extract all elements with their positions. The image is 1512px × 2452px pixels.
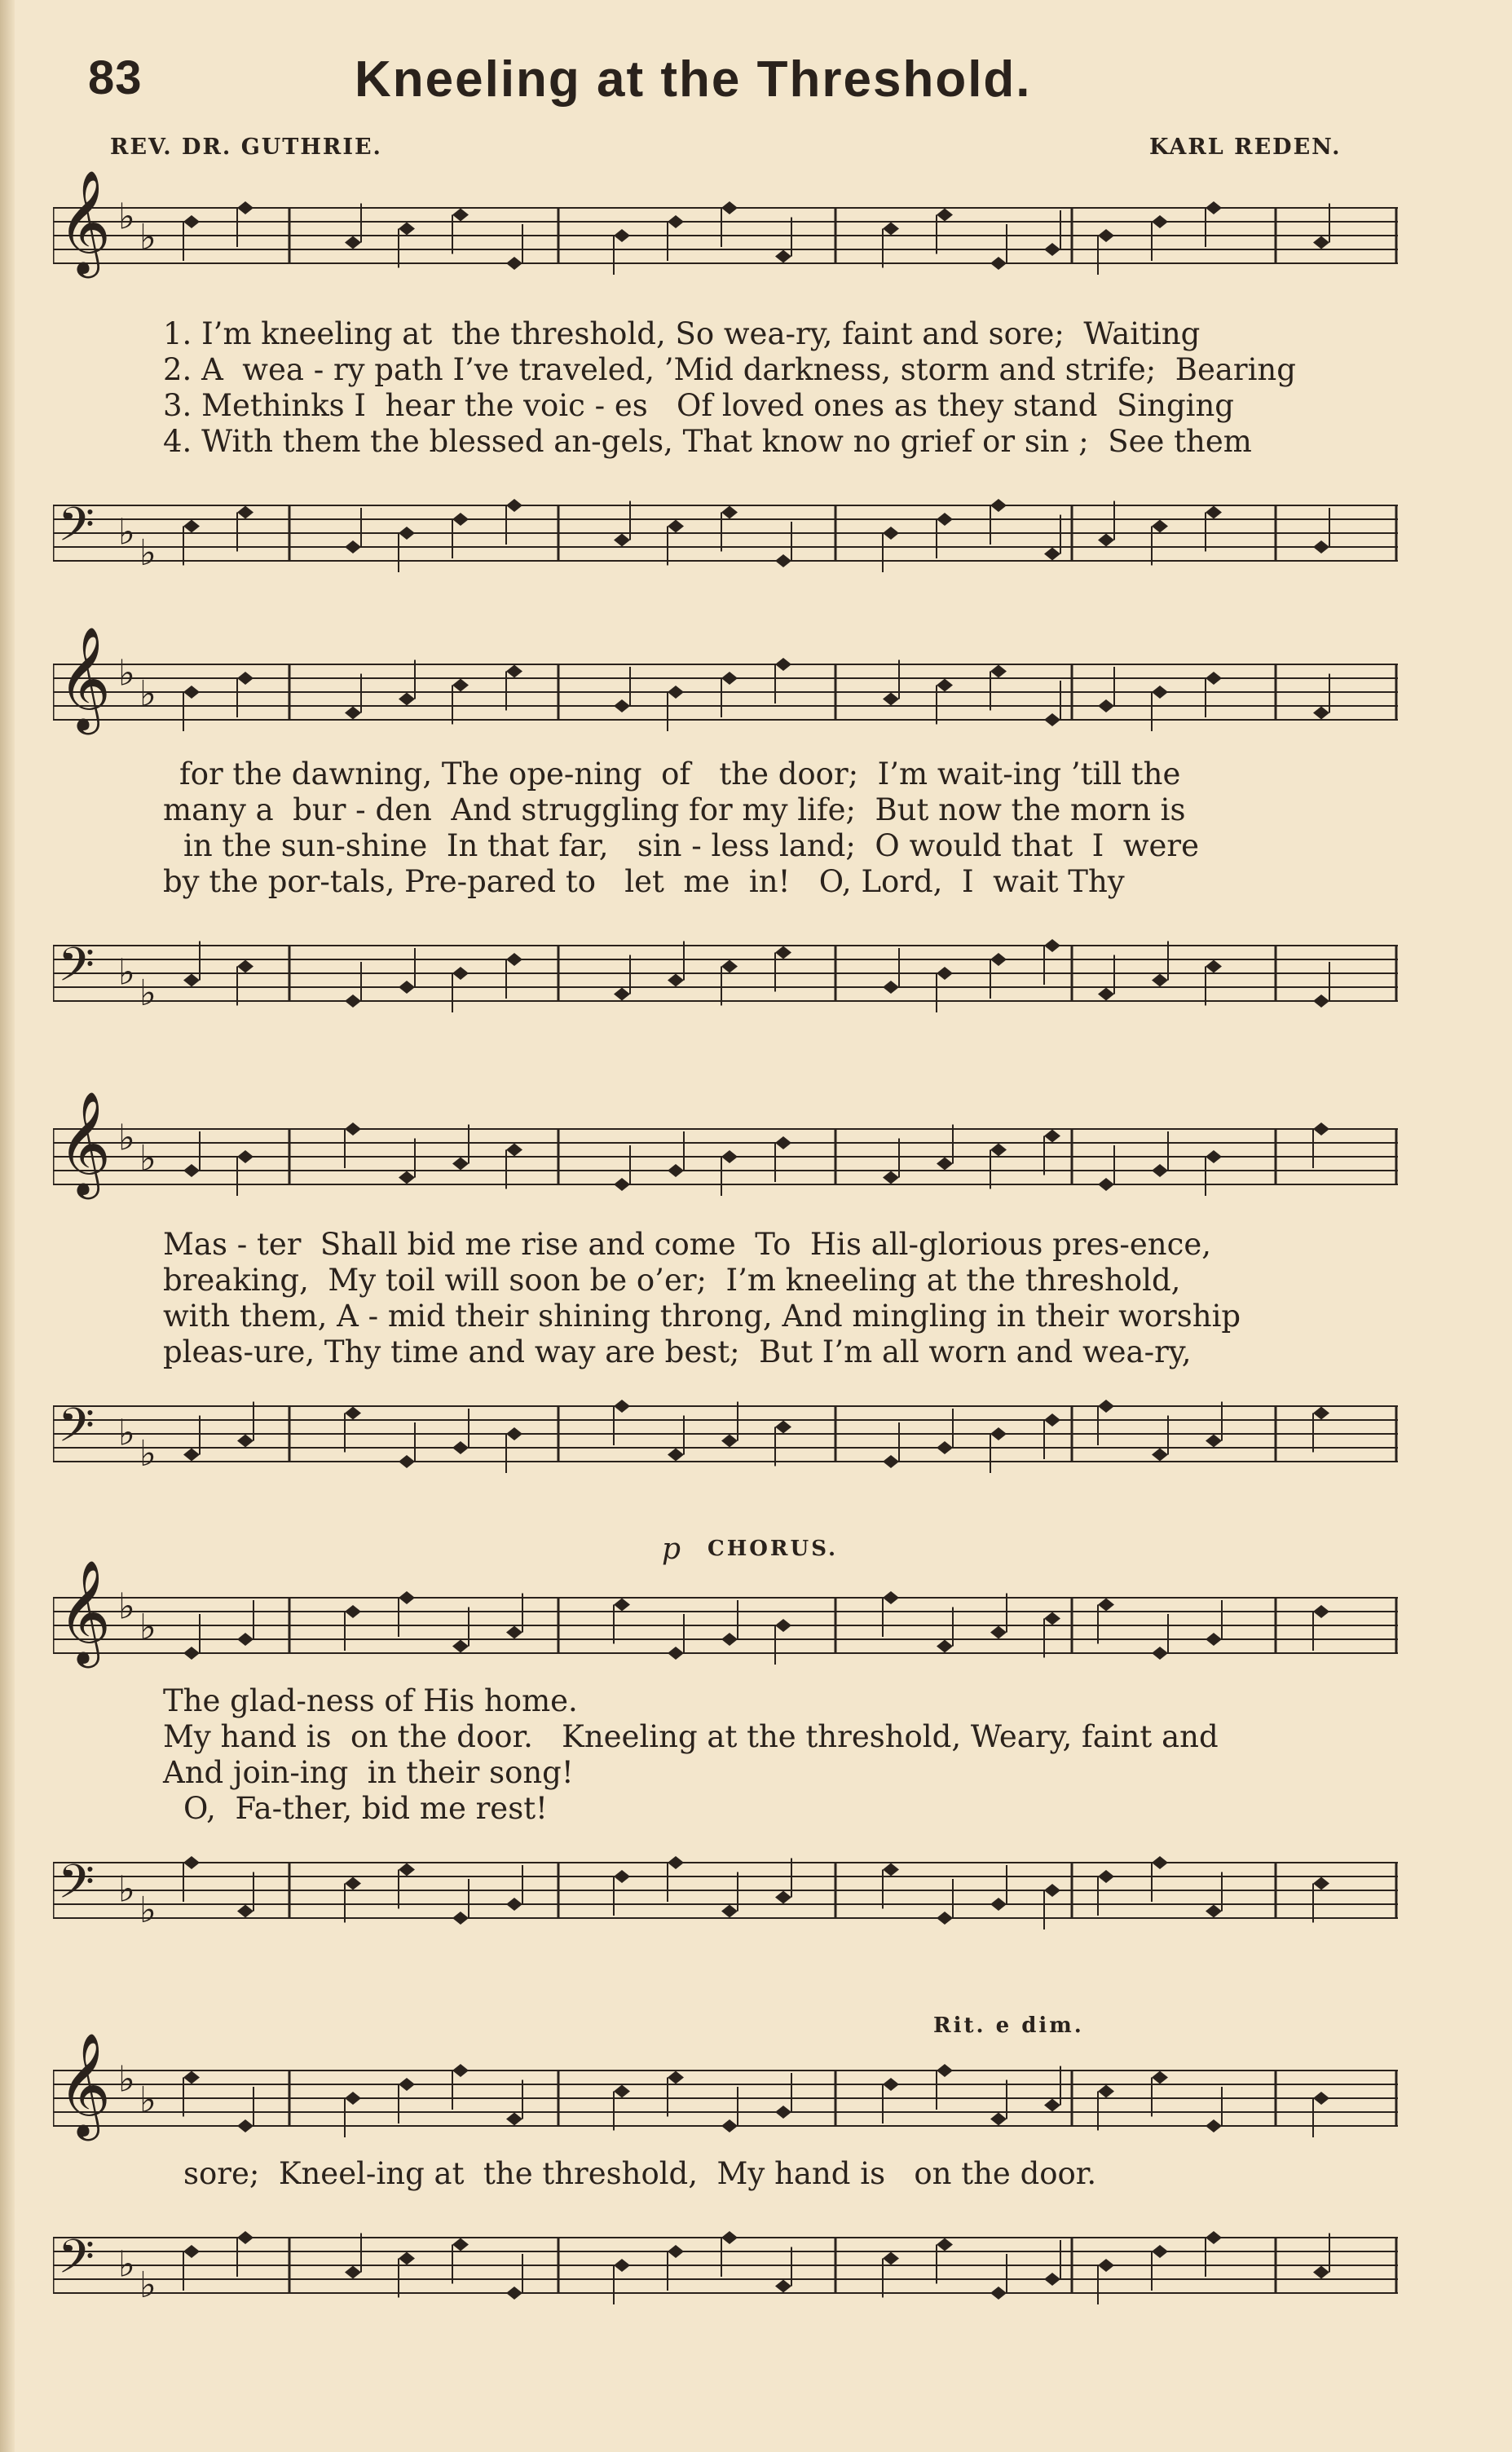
- note-head-icon: [721, 672, 738, 685]
- flat-icon: ♭: [139, 532, 156, 575]
- note-head-icon: [990, 2287, 1007, 2300]
- note-head-icon: [345, 2092, 361, 2105]
- note-head-icon: [237, 1633, 253, 1646]
- note-head-icon: [937, 679, 953, 692]
- treble-staff-5: [53, 2034, 1398, 2172]
- verse-line-1-2: 2. A wea - ry path I’ve traveled, ’Mid darkness, storm and strife; Bearing: [163, 352, 1296, 387]
- bass-staff-3: [53, 1369, 1398, 1508]
- flat-icon: ♭: [139, 1433, 156, 1475]
- flat-icon: ♭: [139, 673, 156, 715]
- note-head-icon: [990, 499, 1007, 512]
- note-head-icon: [1313, 2092, 1329, 2105]
- treble-clef-icon: 𝄞: [58, 2034, 112, 2137]
- flat-icon: ♭: [118, 511, 135, 553]
- flat-icon: ♭: [118, 951, 135, 994]
- note-head-icon: [183, 215, 200, 228]
- bass-clef-icon: 𝄢: [58, 937, 95, 1004]
- note-head-icon: [775, 658, 791, 671]
- dynamic-marking: p: [662, 1532, 681, 1566]
- author-credit: REV. DR. GUTHRIE.: [110, 135, 382, 160]
- note-head-icon: [668, 686, 684, 699]
- rit-e-dim-marking: Rit. e dim.: [933, 2013, 1084, 2038]
- note-head-icon: [937, 1441, 953, 1454]
- treble-clef-icon: 𝄞: [58, 628, 112, 730]
- note-head-icon: [1044, 1612, 1060, 1625]
- note-head-icon: [506, 1144, 522, 1157]
- note-head-icon: [990, 1427, 1007, 1440]
- treble-clef-icon: 𝄞: [58, 1561, 112, 1664]
- note-head-icon: [614, 1178, 630, 1191]
- verse-line-2-1: for the dawning, The ope-ning of the door; I’m wait-ing ’till the: [179, 756, 1181, 792]
- note-head-icon: [1044, 243, 1060, 256]
- verse-line-5-1: sore; Kneel-ing at the threshold, My hand is on the door.: [183, 2156, 1097, 2191]
- note-head-icon: [399, 981, 415, 994]
- note-head-icon: [506, 1626, 522, 1639]
- note-head-icon: [1098, 1178, 1114, 1191]
- note-head-icon: [883, 2078, 899, 2091]
- note-head-icon: [183, 1856, 200, 1869]
- treble-clef-icon: 𝄞: [58, 171, 112, 274]
- note-head-icon: [614, 1599, 630, 1612]
- note-head-icon: [883, 1455, 899, 1468]
- note-head-icon: [345, 707, 361, 720]
- note-head-icon: [1313, 540, 1329, 553]
- note-head-icon: [990, 953, 1007, 966]
- note-head-icon: [452, 679, 469, 692]
- bass-staff-2: [53, 909, 1398, 1047]
- note-head-icon: [614, 1870, 630, 1883]
- note-head-icon: [990, 1898, 1007, 1911]
- bass-staff-5: [53, 2201, 1398, 2340]
- note-head-icon: [775, 2280, 791, 2293]
- verse-line-1-3: 3. Methinks I hear the voic - es Of loved ones as they stand Singing: [163, 388, 1234, 423]
- note-head-icon: [345, 1605, 361, 1618]
- note-head-icon: [1313, 707, 1329, 720]
- note-head-icon: [1098, 699, 1114, 712]
- note-head-icon: [345, 1877, 361, 1890]
- verse-line-3-4: pleas-ure, Thy time and way are best; But I’m all worn and wea-ry,: [163, 1334, 1192, 1369]
- note-head-icon: [883, 981, 899, 994]
- flat-icon: ♭: [139, 972, 156, 1015]
- note-head-icon: [183, 1647, 200, 1660]
- note-head-icon: [452, 2238, 469, 2251]
- note-head-icon: [452, 1912, 469, 1925]
- note-head-icon: [1044, 939, 1060, 952]
- note-head-icon: [614, 534, 630, 547]
- note-head-icon: [1313, 1605, 1329, 1618]
- note-head-icon: [183, 1164, 200, 1177]
- note-head-icon: [614, 699, 630, 712]
- note-head-icon: [399, 1455, 415, 1468]
- note-head-icon: [883, 693, 899, 706]
- note-head-icon: [399, 2252, 415, 2265]
- note-head-icon: [775, 2106, 791, 2119]
- note-head-icon: [1152, 2245, 1168, 2258]
- note-head-icon: [990, 1626, 1007, 1639]
- note-head-icon: [937, 1158, 953, 1171]
- note-head-icon: [614, 1400, 630, 1413]
- note-head-icon: [883, 1863, 899, 1876]
- note-head-icon: [452, 1640, 469, 1653]
- note-head-icon: [614, 2259, 630, 2272]
- note-head-icon: [614, 229, 630, 242]
- note-head-icon: [1206, 2231, 1222, 2244]
- note-head-icon: [506, 953, 522, 966]
- note-head-icon: [237, 2119, 253, 2132]
- note-head-icon: [990, 257, 1007, 270]
- note-head-icon: [1206, 1150, 1222, 1163]
- note-head-icon: [721, 1905, 738, 1918]
- verse-line-3-3: with them, A - mid their shining throng, And mingling in their worship: [163, 1299, 1241, 1334]
- note-head-icon: [1206, 1633, 1222, 1646]
- note-head-icon: [721, 960, 738, 973]
- note-head-icon: [1206, 1435, 1222, 1448]
- note-head-icon: [1313, 1407, 1329, 1420]
- note-head-icon: [1044, 1413, 1060, 1427]
- bass-clef-icon: 𝄢: [58, 1854, 95, 1921]
- note-head-icon: [1098, 534, 1114, 547]
- chorus-marking: CHORUS.: [708, 1537, 839, 1561]
- note-head-icon: [1313, 1122, 1329, 1136]
- flat-icon: ♭: [139, 1607, 156, 1648]
- note-head-icon: [183, 686, 200, 699]
- flat-icon: ♭: [139, 2265, 156, 2307]
- note-head-icon: [1098, 988, 1114, 1001]
- note-head-icon: [1044, 2273, 1060, 2286]
- note-head-icon: [1313, 236, 1329, 249]
- note-head-icon: [345, 2266, 361, 2279]
- verse-line-2-2: many a bur - den And struggling for my life; But now the morn is: [163, 792, 1186, 827]
- note-head-icon: [452, 513, 469, 526]
- note-head-icon: [1152, 215, 1168, 228]
- note-head-icon: [237, 2231, 253, 2244]
- note-head-icon: [452, 1158, 469, 1171]
- note-head-icon: [1098, 1599, 1114, 1612]
- note-head-icon: [668, 1449, 684, 1462]
- note-head-icon: [1152, 1647, 1168, 1660]
- flat-icon: ♭: [118, 1412, 135, 1454]
- page-number: 83: [88, 51, 143, 104]
- note-head-icon: [1206, 672, 1222, 685]
- note-head-icon: [1152, 520, 1168, 533]
- note-head-icon: [1206, 960, 1222, 973]
- note-head-icon: [668, 215, 684, 228]
- note-head-icon: [1044, 1130, 1060, 1143]
- flat-icon: ♭: [139, 2079, 156, 2121]
- verse-line-4-2: My hand is on the door. Kneeling at the threshold, Weary, faint and: [163, 1719, 1219, 1754]
- note-head-icon: [775, 554, 791, 567]
- note-head-icon: [937, 2238, 953, 2251]
- bass-staff-1: [53, 469, 1398, 607]
- note-head-icon: [721, 1435, 738, 1448]
- note-head-icon: [345, 540, 361, 553]
- note-head-icon: [345, 994, 361, 1008]
- verse-line-2-4: by the por-tals, Pre-pared to let me in! O, Lord, I wait Thy: [163, 864, 1125, 899]
- note-head-icon: [721, 1633, 738, 1646]
- note-head-icon: [345, 1407, 361, 1420]
- note-head-icon: [775, 1619, 791, 1632]
- note-head-icon: [937, 2064, 953, 2077]
- note-head-icon: [775, 1891, 791, 1904]
- treble-staff-2: [53, 628, 1398, 766]
- note-head-icon: [775, 1136, 791, 1149]
- note-head-icon: [1098, 229, 1114, 242]
- note-head-icon: [1152, 686, 1168, 699]
- note-head-icon: [775, 946, 791, 959]
- flat-icon: ♭: [118, 2243, 135, 2286]
- note-head-icon: [183, 520, 200, 533]
- note-head-icon: [1313, 2266, 1329, 2279]
- note-head-icon: [506, 1427, 522, 1440]
- note-head-icon: [937, 1640, 953, 1653]
- bass-clef-icon: 𝄢: [58, 2229, 95, 2296]
- flat-icon: ♭: [118, 1117, 135, 1159]
- note-head-icon: [345, 236, 361, 249]
- flat-icon: ♭: [118, 2058, 135, 2101]
- note-head-icon: [237, 506, 253, 519]
- note-head-icon: [1206, 1905, 1222, 1918]
- note-head-icon: [668, 520, 684, 533]
- verse-line-1-4: 4. With them the blessed an-gels, That know no grief or sin ; See them: [163, 424, 1252, 459]
- note-head-icon: [399, 223, 415, 236]
- note-head-icon: [237, 960, 253, 973]
- note-head-icon: [1044, 2099, 1060, 2112]
- note-head-icon: [883, 2252, 899, 2265]
- note-head-icon: [721, 201, 738, 214]
- treble-staff-1: [53, 171, 1398, 310]
- note-head-icon: [668, 2245, 684, 2258]
- note-head-icon: [883, 1171, 899, 1184]
- note-head-icon: [452, 1441, 469, 1454]
- note-head-icon: [399, 1171, 415, 1184]
- note-head-icon: [506, 2113, 522, 2126]
- note-head-icon: [183, 1449, 200, 1462]
- note-head-icon: [1206, 201, 1222, 214]
- verse-line-3-1: Mas - ter Shall bid me rise and come To His all-glorious pres-ence,: [163, 1227, 1212, 1262]
- note-head-icon: [237, 1150, 253, 1163]
- verse-line-3-2: breaking, My toil will soon be o’er; I’m kneeling at the threshold,: [163, 1263, 1181, 1298]
- note-head-icon: [183, 2071, 200, 2084]
- treble-staff-4: [53, 1561, 1398, 1700]
- note-head-icon: [1206, 2119, 1222, 2132]
- composer-credit: KARL REDEN.: [1149, 135, 1342, 160]
- note-head-icon: [937, 1912, 953, 1925]
- flat-icon: ♭: [139, 1890, 156, 1932]
- flat-icon: ♭: [139, 1138, 156, 1180]
- note-head-icon: [237, 1435, 253, 1448]
- note-head-icon: [399, 1591, 415, 1604]
- note-head-icon: [721, 2119, 738, 2132]
- verse-line-4-4: O, Fa-ther, bid me rest!: [183, 1791, 548, 1826]
- note-head-icon: [883, 527, 899, 540]
- note-head-icon: [1044, 1884, 1060, 1897]
- page-binding-edge: [0, 0, 15, 2452]
- note-head-icon: [990, 665, 1007, 678]
- note-head-icon: [614, 988, 630, 1001]
- treble-staff-3: [53, 1092, 1398, 1231]
- note-head-icon: [1098, 2085, 1114, 2098]
- note-head-icon: [399, 2078, 415, 2091]
- treble-clef-icon: 𝄞: [58, 1092, 112, 1195]
- note-head-icon: [399, 527, 415, 540]
- note-head-icon: [883, 1591, 899, 1604]
- note-head-icon: [721, 2231, 738, 2244]
- flat-icon: ♭: [118, 1585, 135, 1628]
- verse-line-4-1: The glad-ness of His home.: [163, 1683, 578, 1718]
- hymn-title: Kneeling at the Threshold.: [355, 51, 1032, 108]
- note-head-icon: [506, 2287, 522, 2300]
- note-head-icon: [399, 693, 415, 706]
- note-head-icon: [1313, 994, 1329, 1008]
- note-head-icon: [668, 1856, 684, 1869]
- flat-icon: ♭: [118, 196, 135, 238]
- note-head-icon: [1098, 1400, 1114, 1413]
- note-head-icon: [775, 1421, 791, 1434]
- note-head-icon: [399, 1863, 415, 1876]
- flat-icon: ♭: [139, 217, 156, 258]
- note-head-icon: [668, 974, 684, 987]
- note-head-icon: [668, 1647, 684, 1660]
- note-head-icon: [721, 1150, 738, 1163]
- bass-clef-icon: 𝄢: [58, 496, 95, 564]
- note-head-icon: [237, 1905, 253, 1918]
- note-head-icon: [506, 499, 522, 512]
- note-head-icon: [937, 209, 953, 222]
- note-head-icon: [990, 2113, 1007, 2126]
- verse-line-4-3: And join-ing in their song!: [163, 1755, 574, 1790]
- note-head-icon: [775, 250, 791, 263]
- note-head-icon: [937, 513, 953, 526]
- note-head-icon: [1098, 1870, 1114, 1883]
- note-head-icon: [183, 2245, 200, 2258]
- note-head-icon: [237, 201, 253, 214]
- note-head-icon: [1313, 1877, 1329, 1890]
- flat-icon: ♭: [118, 652, 135, 695]
- note-head-icon: [183, 974, 200, 987]
- note-head-icon: [1044, 548, 1060, 561]
- note-head-icon: [614, 2085, 630, 2098]
- note-head-icon: [1152, 1449, 1168, 1462]
- note-head-icon: [506, 1898, 522, 1911]
- note-head-icon: [1152, 1164, 1168, 1177]
- note-head-icon: [452, 967, 469, 980]
- note-head-icon: [1098, 2259, 1114, 2272]
- note-head-icon: [452, 2064, 469, 2077]
- note-head-icon: [1152, 1856, 1168, 1869]
- note-head-icon: [237, 672, 253, 685]
- verse-line-2-3: in the sun-shine In that far, sin - less land; O would that I were: [183, 828, 1199, 863]
- note-head-icon: [721, 506, 738, 519]
- note-head-icon: [1044, 713, 1060, 726]
- flat-icon: ♭: [118, 1868, 135, 1911]
- verse-line-1-1: 1. I’m kneeling at the threshold, So wea-ry, faint and sore; Waiting: [163, 316, 1201, 351]
- note-head-icon: [506, 257, 522, 270]
- note-head-icon: [937, 967, 953, 980]
- bass-staff-4: [53, 1826, 1398, 1965]
- note-head-icon: [1206, 506, 1222, 519]
- note-head-icon: [1152, 974, 1168, 987]
- note-head-icon: [452, 209, 469, 222]
- note-head-icon: [668, 2071, 684, 2084]
- note-head-icon: [506, 665, 522, 678]
- note-head-icon: [883, 223, 899, 236]
- note-head-icon: [1152, 2071, 1168, 2084]
- note-head-icon: [668, 1164, 684, 1177]
- bass-clef-icon: 𝄢: [58, 1397, 95, 1465]
- note-head-icon: [990, 1144, 1007, 1157]
- note-head-icon: [345, 1122, 361, 1136]
